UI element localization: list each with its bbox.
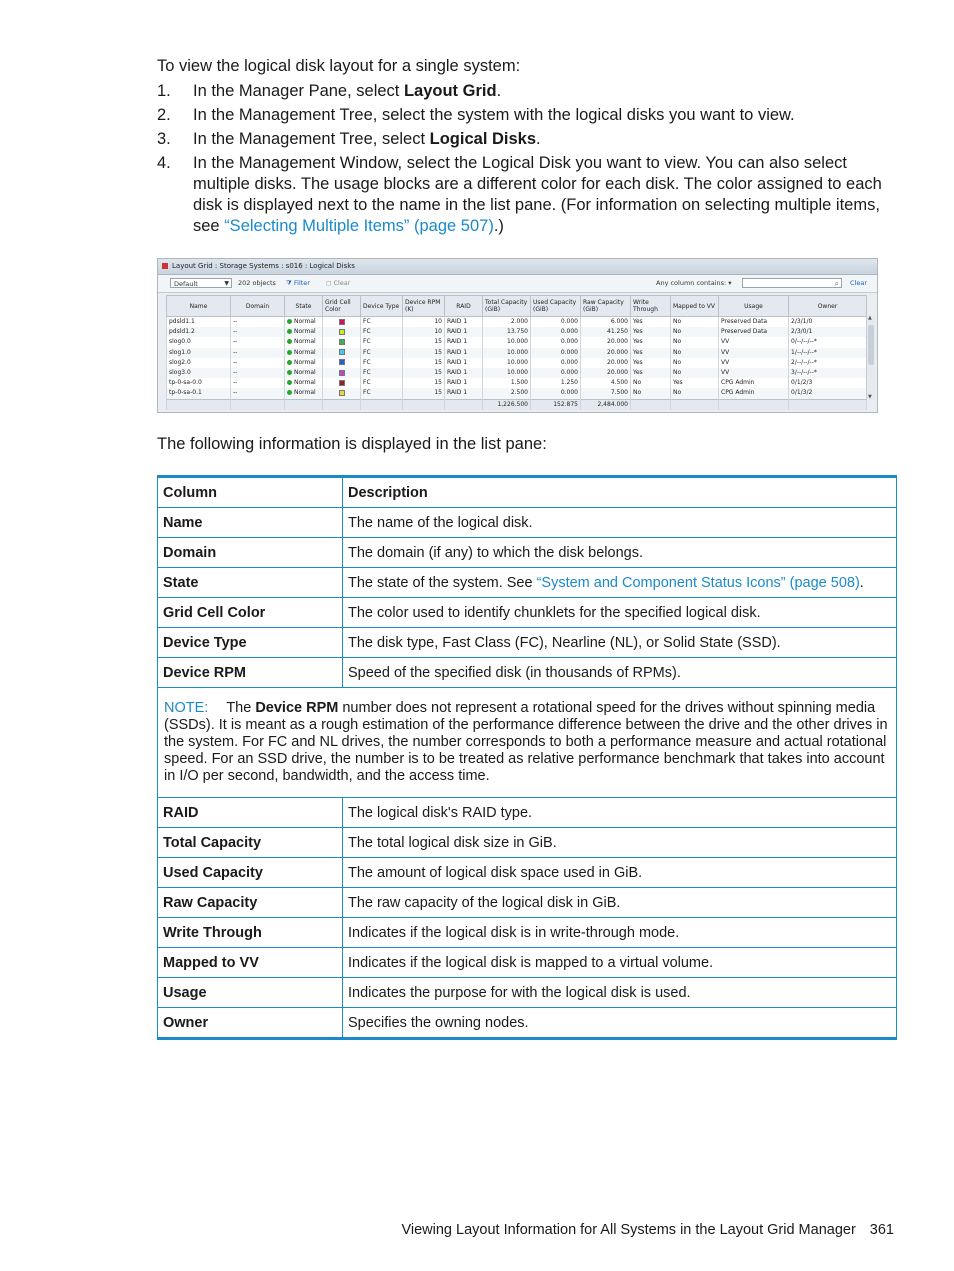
grid-cell-color — [323, 317, 361, 328]
grid-cell-raid: RAID 1 — [445, 378, 483, 388]
step-list — [157, 81, 902, 240]
desc-row-total-capacity — [158, 828, 897, 858]
note-text: number does not represent a rotational speed for the drives without spinning media (SSDs). It is meant as a rough estimation of the performance difference between the drive and the other drives in the system. For FC and NL drives, the number corresponds to both a performance measure and actual rotational speed. For an SSD drive, the number is to be treated as relative performance benchmark that takes into account in I/O per second, bandwidth, and the access time. — [164, 700, 888, 784]
grid-cell-name: slog3.0 — [167, 368, 231, 378]
grid-cell-state: Normal — [285, 358, 323, 368]
grid-cell-owner: 2/--/--/--* — [789, 358, 867, 368]
grid-cell-mapped: No — [671, 327, 719, 337]
desc-value: The disk type, Fast Class (FC), Nearline (NL), or Solid State (SSD). — [343, 628, 897, 658]
desc-row-owner — [158, 1008, 897, 1039]
view-select[interactable]: Default ▼ — [170, 278, 232, 288]
grid-cell-raid: RAID 1 — [445, 348, 483, 358]
desc-row-usage — [158, 978, 897, 1008]
grid-cell-rpm: 10 — [403, 317, 445, 328]
grid-cell-wt: No — [631, 378, 671, 388]
grid-cell-state: Normal — [285, 388, 323, 399]
grid-cell-owner: 1/--/--/--* — [789, 348, 867, 358]
desc-key: Device RPM — [158, 658, 343, 688]
grid-cell-domain: -- — [231, 337, 285, 347]
step-4: 4. In the Management Window, select the Logical Disk you want to view. You can also select multiple disks. The usage blocks are a different color for each disk. The color assigned to each disk is displayed next to the name in the list pane. (For information on selecting multiple items, see “Selecting Multiple Items” (page 507).) — [157, 154, 882, 235]
totals-cell-color — [323, 399, 361, 410]
col-header-grid-cell-color[interactable]: Grid Cell Color — [323, 296, 361, 317]
col-header-domain[interactable]: Domain — [231, 296, 285, 317]
col-header-usage[interactable]: Usage — [719, 296, 789, 317]
grid-cell-raid: RAID 1 — [445, 337, 483, 347]
grid-cell-domain: -- — [231, 327, 285, 337]
grid-cell-color — [323, 327, 361, 337]
grid-cell-color-swatch — [339, 319, 345, 325]
grid-cell-used: 1.250 — [531, 378, 581, 388]
col-header-state[interactable]: State — [285, 296, 323, 317]
desc-note-row — [158, 688, 897, 798]
desc-row-device-type — [158, 628, 897, 658]
grid-cell-domain: -- — [231, 348, 285, 358]
grid-cell-name: tp-0-sa-0.0 — [167, 378, 231, 388]
screenshot-toolbar — [158, 275, 877, 293]
status-ok-icon — [287, 360, 292, 365]
desc-value: Indicates the purpose for with the logical disk is used. — [343, 978, 897, 1008]
desc-value: The name of the logical disk. — [343, 508, 897, 538]
grid-cell-name: pdsld1.1 — [167, 317, 231, 328]
grid-cell-color-swatch — [339, 339, 345, 345]
grid-cell-raw: 20.000 — [581, 358, 631, 368]
grid-cell-owner: 0/1/2/3 — [789, 378, 867, 388]
col-header-write-through[interactable]: Write Through — [631, 296, 671, 317]
grid-cell-state: Normal — [285, 368, 323, 378]
grid-cell-owner: 0/1/3/2 — [789, 388, 867, 399]
grid-cell-raw: 20.000 — [581, 337, 631, 347]
totals-cell-mapped — [671, 399, 719, 410]
grid-cell-type: FC — [361, 378, 403, 388]
desc-value: The amount of logical disk space used in GiB. — [343, 858, 897, 888]
grid-cell-usage: Preserved Data — [719, 317, 789, 328]
grid-cell-color-swatch — [339, 390, 345, 396]
grid-cell-state: Normal — [285, 327, 323, 337]
step-3: 3. In the Management Tree, select Logical Disks. — [157, 130, 541, 148]
scrollbar-thumb[interactable] — [868, 325, 874, 365]
grid-row[interactable] — [167, 327, 867, 337]
chevron-down-icon[interactable]: ▾ — [728, 279, 732, 287]
grid-cell-domain: -- — [231, 388, 285, 399]
totals-cell-domain — [231, 399, 285, 410]
grid-cell-wt: Yes — [631, 358, 671, 368]
desc-key: State — [158, 568, 343, 598]
col-header-device-type[interactable]: Device Type — [361, 296, 403, 317]
grid-cell-raw: 20.000 — [581, 368, 631, 378]
grid-cell-mapped: Yes — [671, 378, 719, 388]
grid-row[interactable] — [167, 337, 867, 347]
scroll-down-icon[interactable]: ▼ — [868, 394, 872, 400]
search-column-label: Any column contains: ▾ — [656, 279, 732, 287]
grid-cell-raid: RAID 1 — [445, 327, 483, 337]
totals-cell-total: 1,226.500 — [483, 399, 531, 410]
grid-scrollbar[interactable] — [866, 315, 875, 400]
grid-row[interactable] — [167, 358, 867, 368]
col-header-owner[interactable]: Owner — [789, 296, 867, 317]
grid-row[interactable] — [167, 378, 867, 388]
grid-cell-raid: RAID 1 — [445, 368, 483, 378]
desc-value: The domain (if any) to which the disk belongs. — [343, 538, 897, 568]
grid-cell-name: slog0.0 — [167, 337, 231, 347]
grid-cell-total: 2.500 — [483, 388, 531, 399]
grid-cell-type: FC — [361, 358, 403, 368]
footer-section-title: Viewing Layout Information for All Systems in the Layout Grid Manager — [401, 1222, 856, 1238]
grid-cell-color — [323, 378, 361, 388]
grid-cell-type: FC — [361, 337, 403, 347]
clear-filter-button[interactable]: ◻ Clear — [326, 279, 351, 287]
col-header-device-rpm[interactable]: Device RPM (K) — [403, 296, 445, 317]
grid-cell-color — [323, 348, 361, 358]
grid-cell-used: 0.000 — [531, 368, 581, 378]
desc-value: Specifies the owning nodes. — [343, 1008, 897, 1039]
col-header-name[interactable]: Name — [167, 296, 231, 317]
grid-cell-color — [323, 358, 361, 368]
layout-grid-icon — [162, 263, 168, 269]
grid-cell-total: 10.000 — [483, 368, 531, 378]
status-ok-icon — [287, 390, 292, 395]
desc-key: Used Capacity — [158, 858, 343, 888]
grid-cell-color — [323, 368, 361, 378]
binoculars-icon: ⌕ — [834, 279, 839, 288]
grid-cell-total: 10.000 — [483, 348, 531, 358]
desc-value: The logical disk's RAID type. — [343, 798, 897, 828]
grid-cell-owner: 0/--/--/--* — [789, 337, 867, 347]
status-ok-icon — [287, 319, 292, 324]
status-ok-icon — [287, 329, 292, 334]
grid-cell-wt: Yes — [631, 327, 671, 337]
grid-cell-type: FC — [361, 388, 403, 399]
step-1: 1. In the Manager Pane, select Layout Grid. — [157, 82, 502, 100]
col-header-mapped-to-vv[interactable]: Mapped to VV — [671, 296, 719, 317]
grid-cell-state: Normal — [285, 378, 323, 388]
desc-key: Grid Cell Color — [158, 598, 343, 628]
desc-value: The total logical disk size in GiB. — [343, 828, 897, 858]
grid-cell-mapped: No — [671, 317, 719, 328]
col-header-total-capacity[interactable]: Total Capacity (GiB) — [483, 296, 531, 317]
grid-cell-color-swatch — [339, 349, 345, 355]
grid-cell-rpm: 10 — [403, 327, 445, 337]
grid-cell-wt: Yes — [631, 317, 671, 328]
grid-row[interactable] — [167, 368, 867, 378]
desc-value: Indicates if the logical disk is in write-through mode. — [343, 918, 897, 948]
object-count: 202 objects — [238, 279, 276, 287]
desc-row-name — [158, 508, 897, 538]
grid-cell-usage: CPG Admin — [719, 388, 789, 399]
grid-cell-rpm: 15 — [403, 378, 445, 388]
desc-value: The color used to identify chunklets for the specified logical disk. — [343, 598, 897, 628]
clear-icon: ◻ — [326, 279, 334, 287]
grid-cell-mapped: No — [671, 368, 719, 378]
clear-search-button[interactable]: Clear — [850, 279, 867, 287]
desc-key: Total Capacity — [158, 828, 343, 858]
desc-row-grid-cell-color — [158, 598, 897, 628]
desc-row-raid — [158, 798, 897, 828]
chevron-down-icon: ▼ — [224, 280, 229, 287]
desc-row-domain — [158, 538, 897, 568]
totals-cell-used: 152.875 — [531, 399, 581, 410]
desc-value: The state of the system. See “System and Component Status Icons” (page 508). — [343, 568, 897, 598]
grid-cell-usage: CPG Admin — [719, 378, 789, 388]
grid-cell-state: Normal — [285, 317, 323, 328]
grid-cell-wt: Yes — [631, 348, 671, 358]
page-number: 361 — [869, 1222, 894, 1238]
status-ok-icon — [287, 350, 292, 355]
status-ok-icon — [287, 380, 292, 385]
grid-cell-rpm: 15 — [403, 348, 445, 358]
note-bold-term: Device RPM — [255, 700, 339, 716]
grid-cell-rpm: 15 — [403, 337, 445, 347]
grid-cell-color-swatch — [339, 370, 345, 376]
grid-cell-name: tp-0-sa-0.1 — [167, 388, 231, 399]
grid-cell-mapped: No — [671, 348, 719, 358]
grid-cell-type: FC — [361, 368, 403, 378]
grid-cell-owner: 2/3/0/1 — [789, 327, 867, 337]
totals-cell-usage — [719, 399, 789, 410]
col-header-used-capacity[interactable]: Used Capacity (GiB) — [531, 296, 581, 317]
grid-cell-total: 2.000 — [483, 317, 531, 328]
grid-cell-type: FC — [361, 348, 403, 358]
grid-cell-rpm: 15 — [403, 358, 445, 368]
grid-cell-used: 0.000 — [531, 337, 581, 347]
grid-cell-type: FC — [361, 317, 403, 328]
grid-cell-raw: 4.500 — [581, 378, 631, 388]
desc-key: Device Type — [158, 628, 343, 658]
grid-cell-domain: -- — [231, 368, 285, 378]
column-description-table — [157, 475, 897, 1040]
totals-cell-raw: 2,484.000 — [581, 399, 631, 410]
step-2: 2. In the Management Tree, select the system with the logical disks you want to view. — [157, 106, 795, 124]
grid-cell-usage: VV — [719, 337, 789, 347]
grid-cell-used: 0.000 — [531, 317, 581, 328]
desc-header-column: Column — [158, 477, 343, 508]
desc-value: The raw capacity of the logical disk in GiB. — [343, 888, 897, 918]
grid-cell-color-swatch — [339, 380, 345, 386]
grid-cell-name: slog2.0 — [167, 358, 231, 368]
grid-cell-state: Normal — [285, 348, 323, 358]
filter-button[interactable]: ⧩ Filter — [286, 279, 310, 287]
grid-header-row — [167, 296, 867, 317]
grid-cell-raw: 6.000 — [581, 317, 631, 328]
totals-cell-rpm — [403, 399, 445, 410]
grid-cell-usage: Preserved Data — [719, 327, 789, 337]
grid-cell-total: 10.000 — [483, 358, 531, 368]
grid-cell-domain: -- — [231, 317, 285, 328]
desc-key: Domain — [158, 538, 343, 568]
desc-row-mapped-to-vv — [158, 948, 897, 978]
scroll-up-icon[interactable]: ▲ — [868, 315, 872, 321]
grid-cell-owner: 2/3/1/0 — [789, 317, 867, 328]
grid-cell-owner: 3/--/--/--* — [789, 368, 867, 378]
totals-cell-state — [285, 399, 323, 410]
grid-row[interactable] — [167, 348, 867, 358]
grid-cell-used: 0.000 — [531, 358, 581, 368]
grid-cell-mapped: No — [671, 337, 719, 347]
grid-cell-usage: VV — [719, 368, 789, 378]
grid-cell-domain: -- — [231, 378, 285, 388]
grid-cell-raid: RAID 1 — [445, 388, 483, 399]
grid-cell-usage: VV — [719, 348, 789, 358]
grid-cell-domain: -- — [231, 358, 285, 368]
desc-row-used-capacity — [158, 858, 897, 888]
page-footer — [401, 1222, 894, 1238]
desc-key: RAID — [158, 798, 343, 828]
grid-cell-color — [323, 388, 361, 399]
grid-cell-used: 0.000 — [531, 388, 581, 399]
grid-cell-raid: RAID 1 — [445, 317, 483, 328]
desc-header-description: Description — [343, 477, 897, 508]
desc-row-write-through — [158, 918, 897, 948]
desc-key: Raw Capacity — [158, 888, 343, 918]
note-label: NOTE: — [164, 700, 209, 716]
desc-key: Owner — [158, 1008, 343, 1039]
grid-cell-raw: 41.250 — [581, 327, 631, 337]
grid-cell-name: slog1.0 — [167, 348, 231, 358]
device-rpm-note — [158, 688, 897, 798]
desc-value: Speed of the specified disk (in thousands of RPMs). — [343, 658, 897, 688]
grid-cell-raid: RAID 1 — [445, 358, 483, 368]
grid-cell-total: 1.500 — [483, 378, 531, 388]
grid-totals-row — [167, 399, 867, 410]
grid-cell-wt: Yes — [631, 337, 671, 347]
col-header-raw-capacity[interactable]: Raw Capacity (GiB) — [581, 296, 631, 317]
status-ok-icon — [287, 339, 292, 344]
desc-value: Indicates if the logical disk is mapped to a virtual volume. — [343, 948, 897, 978]
desc-key: Name — [158, 508, 343, 538]
totals-cell-wt — [631, 399, 671, 410]
grid-cell-rpm: 15 — [403, 388, 445, 399]
grid-cell-mapped: No — [671, 358, 719, 368]
screenshot-title-bar: Layout Grid : Storage Systems : s016 : Logical Disks — [158, 259, 877, 275]
grid-row[interactable] — [167, 317, 867, 328]
grid-cell-used: 0.000 — [531, 327, 581, 337]
intro-text: To view the logical disk layout for a single system: — [157, 57, 521, 75]
totals-cell-raid — [445, 399, 483, 410]
grid-cell-used: 0.000 — [531, 348, 581, 358]
grid-cell-total: 13.750 — [483, 327, 531, 337]
grid-cell-color-swatch — [339, 359, 345, 365]
grid-cell-total: 10.000 — [483, 337, 531, 347]
desc-row-device-rpm — [158, 658, 897, 688]
status-ok-icon — [287, 370, 292, 375]
grid-cell-color-swatch — [339, 329, 345, 335]
desc-key: Write Through — [158, 918, 343, 948]
grid-cell-name: pdsld1.2 — [167, 327, 231, 337]
grid-cell-wt: No — [631, 388, 671, 399]
desc-key: Usage — [158, 978, 343, 1008]
desc-row-state — [158, 568, 897, 598]
grid-cell-type: FC — [361, 327, 403, 337]
filter-icon: ⧩ — [286, 279, 294, 287]
grid-cell-rpm: 15 — [403, 368, 445, 378]
col-header-raid[interactable]: RAID — [445, 296, 483, 317]
selecting-multiple-items-link[interactable]: “Selecting Multiple Items” (page 507) — [224, 217, 494, 235]
grid-row[interactable] — [167, 388, 867, 399]
grid-cell-raw: 20.000 — [581, 348, 631, 358]
grid-cell-wt: Yes — [631, 368, 671, 378]
search-input[interactable] — [742, 278, 842, 288]
grid-cell-state: Normal — [285, 337, 323, 347]
grid-cell-color — [323, 337, 361, 347]
desc-header-row — [158, 477, 897, 508]
list-pane-heading: The following information is displayed in the list pane: — [157, 435, 547, 453]
desc-key: Mapped to VV — [158, 948, 343, 978]
grid-cell-mapped: No — [671, 388, 719, 399]
logical-disk-grid — [166, 295, 867, 410]
totals-cell-type — [361, 399, 403, 410]
grid-cell-usage: VV — [719, 358, 789, 368]
totals-cell-name — [167, 399, 231, 410]
grid-cell-raw: 7.500 — [581, 388, 631, 399]
status-icons-link[interactable]: “System and Component Status Icons” (page 508) — [536, 574, 860, 591]
totals-cell-owner — [789, 399, 867, 410]
layout-grid-screenshot — [157, 258, 878, 413]
note-text: The — [226, 700, 256, 716]
desc-row-raw-capacity — [158, 888, 897, 918]
